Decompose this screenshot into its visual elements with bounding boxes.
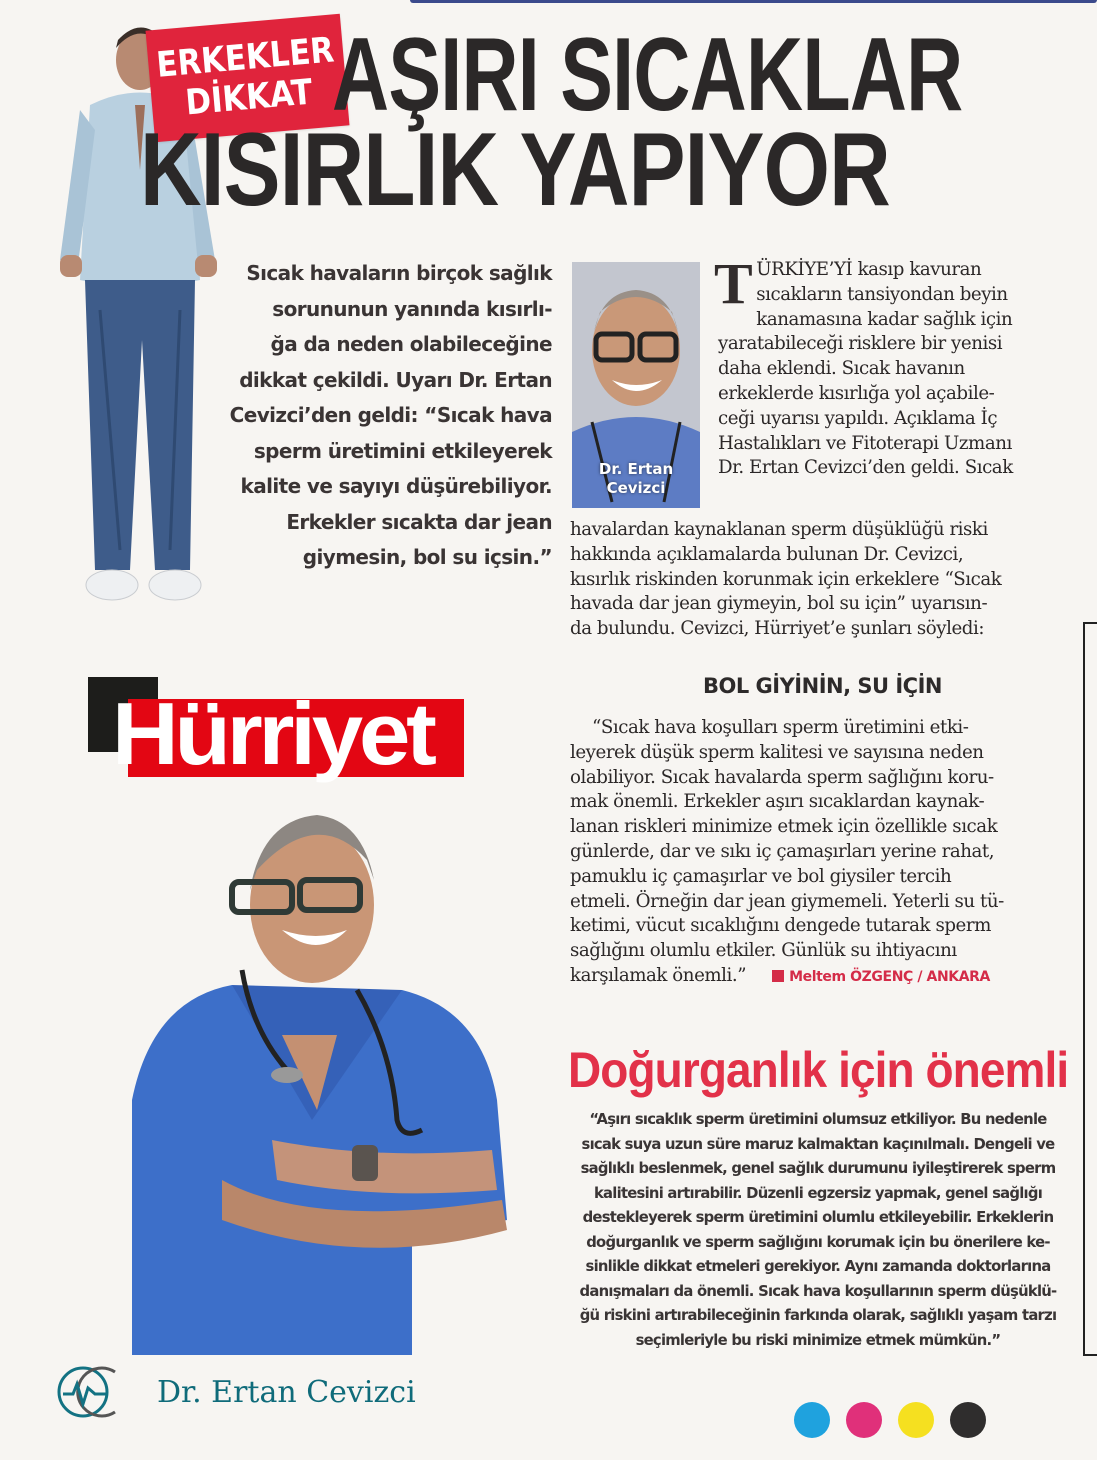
lead-line: Erkekler sıcakta dar jean [286,509,552,534]
lead-line: ğa da neden olabileceğine [270,332,552,356]
magenta-registration-dot-icon [846,1402,882,1438]
tag-line1: ERKEKLER [155,30,337,86]
adjacent-article-frame [1083,622,1097,1356]
lead-line: kalite ve sayıyı düşürebiliyor. [240,474,552,498]
article-subhead: BOL GİYİNİN, SU İÇİN [703,674,942,698]
lead-line: Cevizci’den geldi: “Sıcak hava [229,403,552,427]
article-intro: TÜRKİYE’Yİ kasıp kavuran sıcakların tansiyondan beyin kanamasına kadar sağlık için yaratabileceği risklere bir yenisi daha eklendi. Sıcak havanın erkeklerde kısırlığa yol açabile- ceği uyarısı yapıldı. Açıklama İç Hastalıkları ve Fitoterapi Uzmanı Dr. Ertan Cevizci’den geldi. Sıcak [714,251,1013,479]
box-quote: “Aşırı sıcaklık sperm üretimini olumsuz etkiliyor. Bu nedenle sıcak suya uzun süre maruz kalmaktan kaçınılmalı. Dengeli ve sağlıklı beslenmek, genel sağlık durumunu iyileştirerek sperm kalitesini artırabilir. Düzenli egzersiz yapmak, genel sağlığı destekleyerek sperm üretimini olumlu etkileyebilir. Erkeklerin doğurganlık ve sperm sağlığını korumak için bu önerilere ke- sinlikle dikkat etmeleri gerekiyor. Aynı zamanda doktorlarına danışmaları da önemli. Sıcak hava koşullarının sperm düşüklü- ğü riskini artırabileceğinin farkında olarak, sağlıklı yaşam tarzı seçimleriyle bu riski minimize etmek mümkün.” [579,1111,1057,1349]
doctor-brand-logo [55,1362,416,1422]
doctor-portrait-small [572,262,700,508]
byline-square-icon [772,970,784,982]
heartbeat-ec-icon [55,1362,145,1422]
page-edge-bar [410,0,1097,3]
portrait-caption: Dr. Ertan Cevizci [598,460,674,497]
lead-line: dikkat çekildi. Uyarı Dr. Ertan [239,367,552,392]
article-quote: “Sıcak hava koşulları sperm üretimini etki- leyerek düşük sperm kalitesi ve sayısına neden olabiliyor. Sıcak havalarda sperm sağlığını koru- mak önemli. Erkekler aşırı sıcaklardan kaynak- lanan riskleri minimize etmek için özellikle sıcak günlerde, dar ve sıkı iç çamaşırları yerine rahat, pamuklu iç çamaşırlar ve bol giysiler tercih etmeli. Örneğin dar jean giymemeli. Yeterli su tü- ketimi, vücut sıcaklığını dengede tutarak sperm sağlığını olumlu etkiler. Günlük su ihtiyacını karşılamak önemli.” Meltem ÖZGENÇ / ANKARA [570,717,1004,986]
hurriyet-logo: Hürriyet [88,677,464,777]
byline: Meltem ÖZGENÇ / ANKARA [772,969,990,985]
lead-line: sperm üretimini etkileyerek [253,438,552,463]
lead-line: Sıcak havaların birçok sağlık [246,261,552,285]
headline-line2: KISIRLIK YAPIYOR [140,112,890,228]
tag-line2: DİKKAT [184,72,315,124]
yellow-registration-dot-icon [898,1402,934,1438]
lead-line: giymesin, bol su içsin.” [302,545,552,569]
drop-cap: T [714,251,753,316]
box-title: Doğurganlık için önemli [568,1042,1069,1098]
brand-name: Dr. Ertan Cevizci [157,1374,416,1410]
cyan-registration-dot-icon [794,1402,830,1438]
headline-line1: AŞIRI SICAKLAR [332,17,963,133]
lead-paragraph [222,256,552,576]
doctor-photo [112,800,517,1355]
black-registration-dot-icon [950,1402,986,1438]
article-body: havalardan kaynaklanan sperm düşüklüğü riski hakkında açıklamalarda bulunan Dr. Cevizci, kısırlık riskinden korunmak için erkeklere “Sıcak havada dar jean giymeyin, bol su için” uyarısın- da bulundu. Cevizci, Hürriyet’e şunları söyledi: [570,519,1002,640]
lead-line: sorununun yanında kısırlı- [272,296,552,321]
